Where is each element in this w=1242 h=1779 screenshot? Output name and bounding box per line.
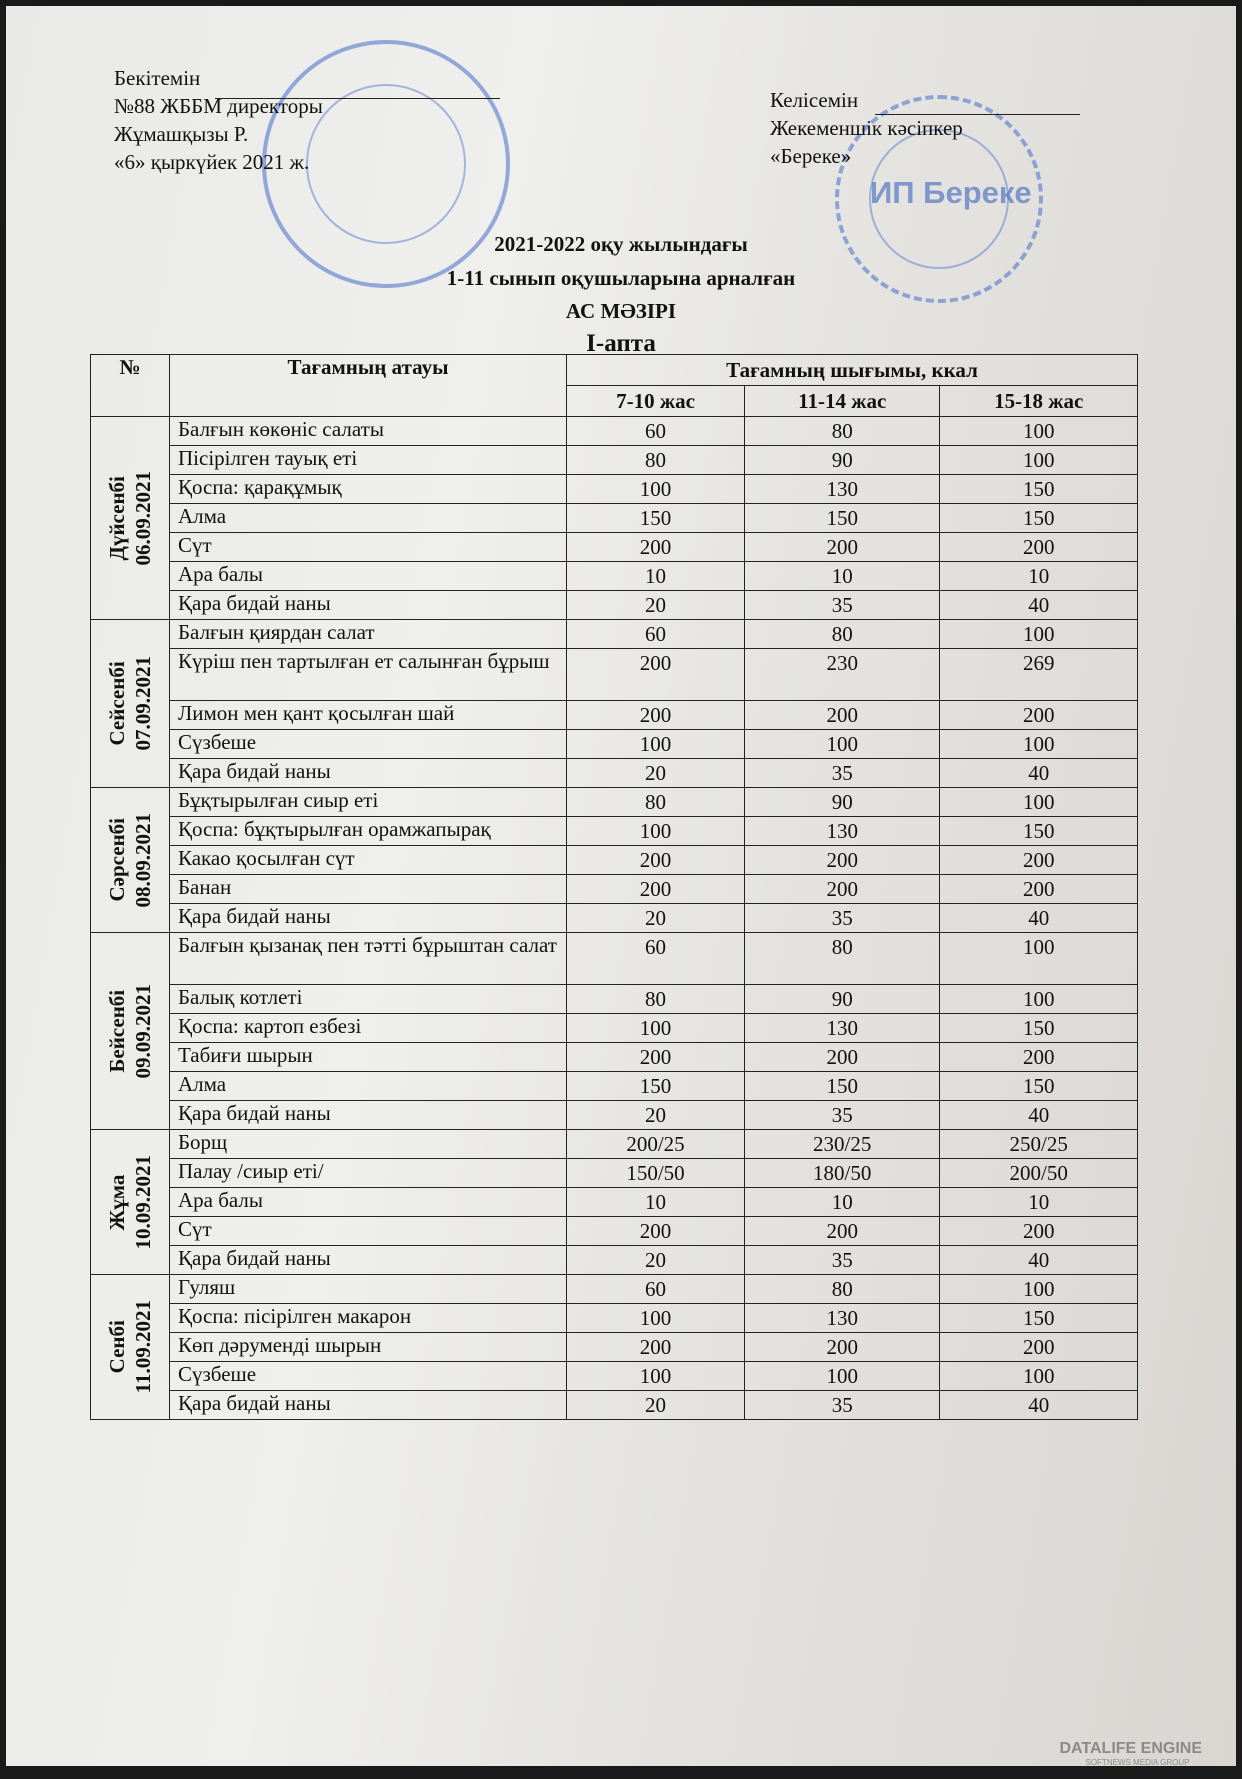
table-row — [91, 817, 1138, 846]
kcal-value: 20 — [567, 591, 745, 620]
agreement-signature-line — [875, 114, 1080, 115]
kcal-value: 200 — [745, 846, 940, 875]
kcal-value: 150 — [940, 1072, 1138, 1101]
dish-name: Қара бидай наны — [170, 904, 567, 933]
kcal-value: 150 — [745, 1072, 940, 1101]
day-cell — [91, 417, 170, 620]
kcal-value: 200 — [940, 846, 1138, 875]
kcal-value: 100 — [940, 985, 1138, 1014]
day-name: Сенбі — [105, 1320, 129, 1374]
kcal-value: 60 — [567, 1275, 745, 1304]
kcal-value: 200 — [940, 1333, 1138, 1362]
kcal-value: 200 — [940, 875, 1138, 904]
kcal-value: 200 — [745, 1217, 940, 1246]
kcal-value: 269 — [940, 649, 1138, 701]
col-name-header: Тағамның атауы — [170, 355, 567, 417]
kcal-value: 130 — [745, 475, 940, 504]
table-row — [91, 1333, 1138, 1362]
table-row — [91, 504, 1138, 533]
dish-name: Қара бидай наны — [170, 1391, 567, 1420]
kcal-value: 90 — [745, 788, 940, 817]
dish-name: Қара бидай наны — [170, 759, 567, 788]
kcal-value: 35 — [745, 904, 940, 933]
dish-name: Гуляш — [170, 1275, 567, 1304]
kcal-value: 10 — [745, 562, 940, 591]
col-age-header: 7-10 жас — [567, 386, 745, 417]
dish-name: Борщ — [170, 1130, 567, 1159]
dish-name: Какао қосылған сүт — [170, 846, 567, 875]
kcal-value: 100 — [567, 1362, 745, 1391]
title-line-2: 1-11 сынып оқушыларына арналған — [446, 266, 796, 290]
agreement-block — [770, 86, 963, 170]
kcal-value: 60 — [567, 933, 745, 985]
kcal-value: 150 — [940, 1014, 1138, 1043]
day-name: Сейсенбі — [105, 661, 129, 746]
kcal-value: 100 — [940, 1362, 1138, 1391]
day-date: 09.09.2021 — [131, 983, 155, 1079]
kcal-value: 180/50 — [745, 1159, 940, 1188]
kcal-value: 100 — [567, 730, 745, 759]
table-row — [91, 591, 1138, 620]
kcal-value: 10 — [940, 562, 1138, 591]
kcal-value: 130 — [745, 817, 940, 846]
table-row — [91, 985, 1138, 1014]
kcal-value: 100 — [940, 620, 1138, 649]
dish-name: Палау /сиыр еті/ — [170, 1159, 567, 1188]
approval-line: Жұмашқызы Р. — [114, 122, 249, 146]
kcal-value: 230/25 — [745, 1130, 940, 1159]
table-row — [91, 701, 1138, 730]
kcal-value: 80 — [745, 417, 940, 446]
menu-table — [90, 354, 1138, 1420]
kcal-value: 40 — [940, 591, 1138, 620]
day-date: 10.09.2021 — [131, 1154, 155, 1250]
kcal-value: 10 — [567, 1188, 745, 1217]
col-age-header: 15-18 жас — [940, 386, 1138, 417]
kcal-value: 100 — [567, 817, 745, 846]
dish-name: Қоспа: пісірілген макарон — [170, 1304, 567, 1333]
table-row — [91, 649, 1138, 701]
kcal-value: 200 — [940, 533, 1138, 562]
dish-name: Қара бидай наны — [170, 591, 567, 620]
kcal-value: 200 — [745, 1043, 940, 1072]
kcal-value: 150 — [940, 1304, 1138, 1333]
table-row — [91, 1159, 1138, 1188]
kcal-value: 100 — [940, 417, 1138, 446]
kcal-value: 35 — [745, 1246, 940, 1275]
title-line-1: 2021-2022 оқу жылындағы — [494, 232, 748, 256]
day-cell — [91, 620, 170, 788]
agreement-line: «Береке» — [770, 144, 852, 168]
kcal-value: 150 — [567, 1072, 745, 1101]
day-name: Дүйсенбі — [105, 475, 129, 561]
dish-name: Сүт — [170, 533, 567, 562]
kcal-value: 200 — [567, 1217, 745, 1246]
kcal-value: 20 — [567, 1246, 745, 1275]
kcal-value: 80 — [745, 1275, 940, 1304]
kcal-value: 100 — [940, 933, 1138, 985]
table-row — [91, 1304, 1138, 1333]
kcal-value: 20 — [567, 904, 745, 933]
dish-name: Алма — [170, 504, 567, 533]
table-row — [91, 730, 1138, 759]
dish-name: Көп дәруменді шырын — [170, 1333, 567, 1362]
table-row — [91, 904, 1138, 933]
approval-line: «6» қыркүйек 2021 ж. — [114, 150, 310, 174]
table-row — [91, 875, 1138, 904]
kcal-value: 40 — [940, 759, 1138, 788]
table-row — [91, 1188, 1138, 1217]
dish-name: Пісірілген тауық еті — [170, 446, 567, 475]
dish-name: Бұқтырылған сиыр еті — [170, 788, 567, 817]
day-date: 06.09.2021 — [131, 470, 155, 566]
kcal-value: 230 — [745, 649, 940, 701]
kcal-value: 20 — [567, 759, 745, 788]
table-row — [91, 533, 1138, 562]
dish-name: Балғын қиярдан салат — [170, 620, 567, 649]
kcal-value: 100 — [940, 1275, 1138, 1304]
table-row — [91, 1072, 1138, 1101]
watermark-subtitle: SOFTNEWS MEDIA GROUP — [1085, 1758, 1190, 1767]
kcal-value: 200/25 — [567, 1130, 745, 1159]
kcal-value: 100 — [745, 1362, 940, 1391]
dish-name: Табиғи шырын — [170, 1043, 567, 1072]
kcal-value: 250/25 — [940, 1130, 1138, 1159]
day-date: 07.09.2021 — [131, 656, 155, 751]
approval-signature-line — [215, 98, 500, 99]
kcal-value: 200 — [567, 701, 745, 730]
day-name: Бейсенбі — [105, 989, 129, 1073]
kcal-value: 100 — [567, 1014, 745, 1043]
dish-name: Ара балы — [170, 1188, 567, 1217]
kcal-value: 40 — [940, 904, 1138, 933]
table-row — [91, 933, 1138, 985]
kcal-value: 20 — [567, 1101, 745, 1130]
kcal-value: 200 — [940, 1217, 1138, 1246]
kcal-value: 60 — [567, 417, 745, 446]
dish-name: Қоспа: бұқтырылған орамжапырақ — [170, 817, 567, 846]
week-title: І-апта — [586, 330, 656, 357]
dish-name: Қоспа: қарақұмық — [170, 475, 567, 504]
kcal-value: 150 — [567, 504, 745, 533]
kcal-value: 80 — [567, 985, 745, 1014]
kcal-value: 200 — [567, 1333, 745, 1362]
dish-name: Балғын қызанақ пен тәтті бұрыштан салат — [170, 933, 567, 985]
kcal-value: 35 — [745, 1101, 940, 1130]
day-date: 08.09.2021 — [131, 812, 155, 908]
approval-line: №88 ЖББМ директоры — [114, 94, 323, 118]
kcal-value: 40 — [940, 1391, 1138, 1420]
kcal-value: 150 — [940, 817, 1138, 846]
table-row — [91, 1246, 1138, 1275]
title-line-3: АС МӘЗІРІ — [565, 299, 677, 323]
day-date: 11.09.2021 — [131, 1300, 155, 1394]
table-row — [91, 788, 1138, 817]
col-no-header: № — [91, 355, 170, 417]
table-row — [91, 1014, 1138, 1043]
kcal-value: 10 — [940, 1188, 1138, 1217]
dish-name: Сүзбеше — [170, 730, 567, 759]
kcal-value: 80 — [567, 446, 745, 475]
table-row — [91, 1391, 1138, 1420]
table-row — [91, 1217, 1138, 1246]
dish-name: Күріш пен тартылған ет салынған бұрыш — [170, 649, 567, 701]
kcal-value: 200 — [567, 846, 745, 875]
kcal-value: 60 — [567, 620, 745, 649]
kcal-value: 200 — [567, 1043, 745, 1072]
kcal-value: 150 — [745, 504, 940, 533]
kcal-value: 35 — [745, 591, 940, 620]
kcal-value: 200 — [940, 1043, 1138, 1072]
kcal-value: 150/50 — [567, 1159, 745, 1188]
table-row — [91, 620, 1138, 649]
dish-name: Қара бидай наны — [170, 1246, 567, 1275]
kcal-value: 200 — [745, 533, 940, 562]
kcal-value: 20 — [567, 1391, 745, 1420]
kcal-value: 35 — [745, 1391, 940, 1420]
dish-name: Банан — [170, 875, 567, 904]
kcal-value: 90 — [745, 985, 940, 1014]
kcal-value: 100 — [745, 730, 940, 759]
kcal-value: 200 — [745, 1333, 940, 1362]
kcal-value: 40 — [940, 1101, 1138, 1130]
agreement-line: Жекеменшік кәсіпкер — [770, 116, 963, 140]
kcal-value: 80 — [745, 933, 940, 985]
kcal-value: 200 — [567, 875, 745, 904]
day-cell — [91, 1130, 170, 1275]
dish-name: Алма — [170, 1072, 567, 1101]
kcal-value: 100 — [567, 475, 745, 504]
approval-block — [114, 64, 323, 176]
kcal-value: 200 — [745, 701, 940, 730]
dish-name: Балық котлеті — [170, 985, 567, 1014]
kcal-value: 100 — [567, 1304, 745, 1333]
agreement-label: Келісемін — [770, 88, 859, 112]
day-cell — [91, 1275, 170, 1420]
day-name: Сәрсенбі — [105, 818, 129, 902]
table-row — [91, 1101, 1138, 1130]
kcal-value: 35 — [745, 759, 940, 788]
kcal-value: 130 — [745, 1014, 940, 1043]
kcal-value: 200/50 — [940, 1159, 1138, 1188]
kcal-value: 100 — [940, 730, 1138, 759]
kcal-value: 150 — [940, 475, 1138, 504]
dish-name: Қоспа: картоп езбезі — [170, 1014, 567, 1043]
table-row — [91, 1362, 1138, 1391]
day-cell — [91, 788, 170, 933]
kcal-value: 150 — [940, 504, 1138, 533]
kcal-value: 200 — [567, 649, 745, 701]
entrepreneur-seal-text: ИП Береке — [870, 175, 1032, 210]
watermark-logo: DATALIFE ENGINE — [1059, 1740, 1202, 1757]
table-row — [91, 475, 1138, 504]
table-row — [91, 1130, 1138, 1159]
kcal-value: 200 — [745, 875, 940, 904]
dish-name: Балғын көкөніс салаты — [170, 417, 567, 446]
day-name: Жұма — [105, 1174, 129, 1230]
kcal-value: 80 — [567, 788, 745, 817]
approval-label: Бекітемін — [114, 66, 201, 90]
kcal-value: 80 — [745, 620, 940, 649]
dish-name: Сүзбеше — [170, 1362, 567, 1391]
col-age-header: 11-14 жас — [745, 386, 940, 417]
col-output-header: Тағамның шығымы, ккал — [567, 355, 1138, 386]
kcal-value: 130 — [745, 1304, 940, 1333]
table-row — [91, 759, 1138, 788]
kcal-value: 10 — [567, 562, 745, 591]
dish-name: Сүт — [170, 1217, 567, 1246]
kcal-value: 200 — [567, 533, 745, 562]
table-row — [91, 846, 1138, 875]
table-row — [91, 1043, 1138, 1072]
kcal-value: 200 — [940, 701, 1138, 730]
watermark — [1059, 1740, 1202, 1767]
dish-name: Ара балы — [170, 562, 567, 591]
table-row — [91, 1275, 1138, 1304]
kcal-value: 90 — [745, 446, 940, 475]
kcal-value: 40 — [940, 1246, 1138, 1275]
dish-name: Лимон мен қант қосылған шай — [170, 701, 567, 730]
table-row — [91, 446, 1138, 475]
table-row — [91, 417, 1138, 446]
table-row — [91, 562, 1138, 591]
kcal-value: 100 — [940, 446, 1138, 475]
kcal-value: 10 — [745, 1188, 940, 1217]
day-cell — [91, 933, 170, 1130]
kcal-value: 100 — [940, 788, 1138, 817]
dish-name: Қара бидай наны — [170, 1101, 567, 1130]
